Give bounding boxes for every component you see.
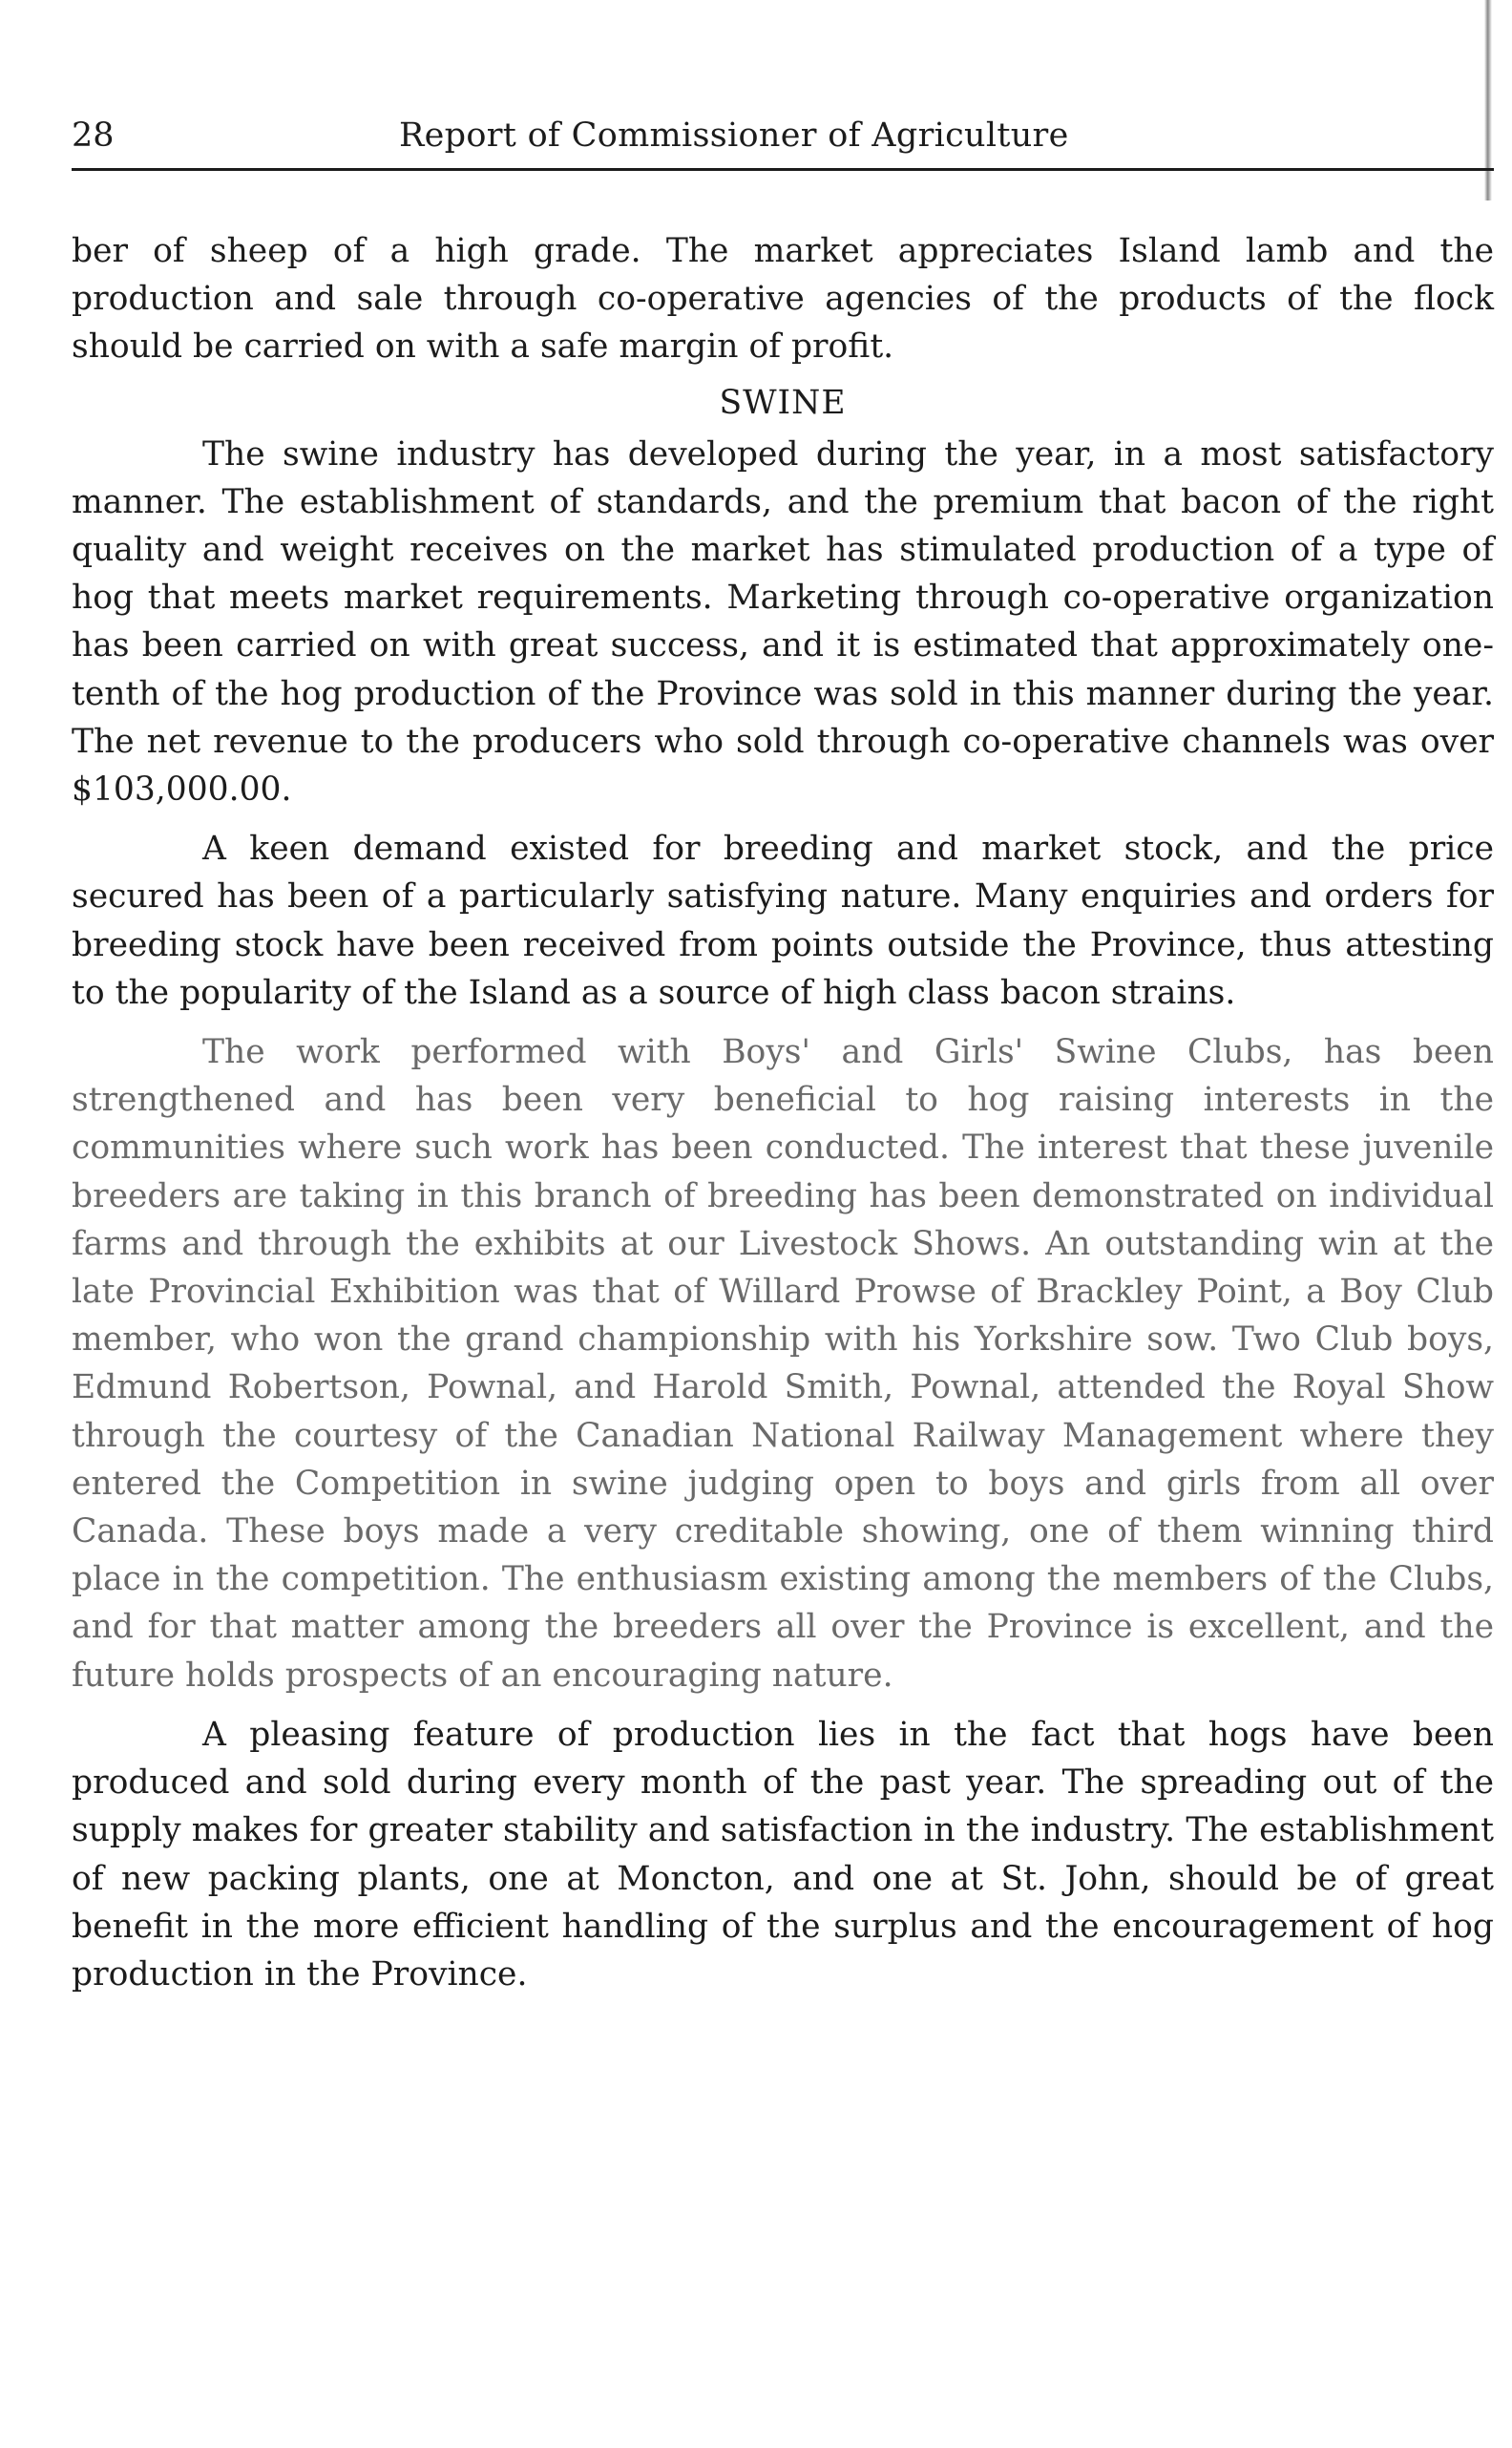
paragraph-swine-clubs: The work performed with Boys' and Girls' Swine Clubs, has been strengthened and has been very beneficial to hog raising interests in the communities where such work has been conducted. The interest that these juvenile breeders are taking in this branch of breeding has been demonstrated on individual farms and through the exhibits at our Livestock Shows. An outstanding win at the late Provincial Exhibition was that of Willard Prowse of Brackley Point, a Boy Club member, who won the grand championship with his Yorkshire sow. Two Club boys, Edmund Robertson, Pownal, and Harold Smith, Pownal, attended the Royal Show through the courtesy of the Canadian National Railway Management where they entered the Competition in swine judging open to boys and girls from all over Canada. These boys made a very creditable showing, one of them winning third place in the competition. The enthusiasm existing among the members of the Clubs, and for that matter among the breeders all over the Province is excellent, and the future holds prospects of an encouraging nature. <box>72 1033 1494 1695</box>
paragraph-production: A pleasing feature of production lies in the fact that hogs have been produced and sold during every month of the past year. The spreading out of the supply makes for greater stability and satisfaction in the industry. The establishment of new packing plants, one at Moncton, and one at St. John, should be of great benefit in the more efficient handling of the surplus and the encouragement of hog production in the Province. <box>72 1715 1494 1994</box>
intro-paragraph: ber of sheep of a high grade. The market appreciates Island lamb and the production and sale through co-operative agencies of the products of the flock should be carried on with a safe margin of profit. <box>72 232 1494 367</box>
section-heading: SWINE <box>719 383 847 422</box>
body-text <box>72 227 1494 1998</box>
page-header <box>72 113 1494 166</box>
page-number: 28 <box>72 116 115 155</box>
header-rule <box>72 168 1494 171</box>
running-title: Report of Commissioner of Agriculture <box>399 116 1069 155</box>
paragraph-swine-industry: The swine industry has developed during the year, in a most satisfactory manner. The establishment of standards, and the premium that bacon of the right quality and weight receives on the market has stimulated production of a type of hog that meets market requirements. Marketing through co-operative organization has been carried on with great success, and it is estimated that approximately one-tenth of the hog production of the Province was sold in this manner during the year. The net revenue to the producers who sold through co-operative channels was over $103,000.00. <box>72 434 1494 810</box>
paragraph-keen-demand: A keen demand existed for breeding and market stock, and the price secured has been of a particularly satisfying nature. Many enquiries and orders for breeding stock have been received from points outside the Province, thus attesting to the popularity of the Island as a source of high class bacon strains. <box>72 830 1494 1012</box>
